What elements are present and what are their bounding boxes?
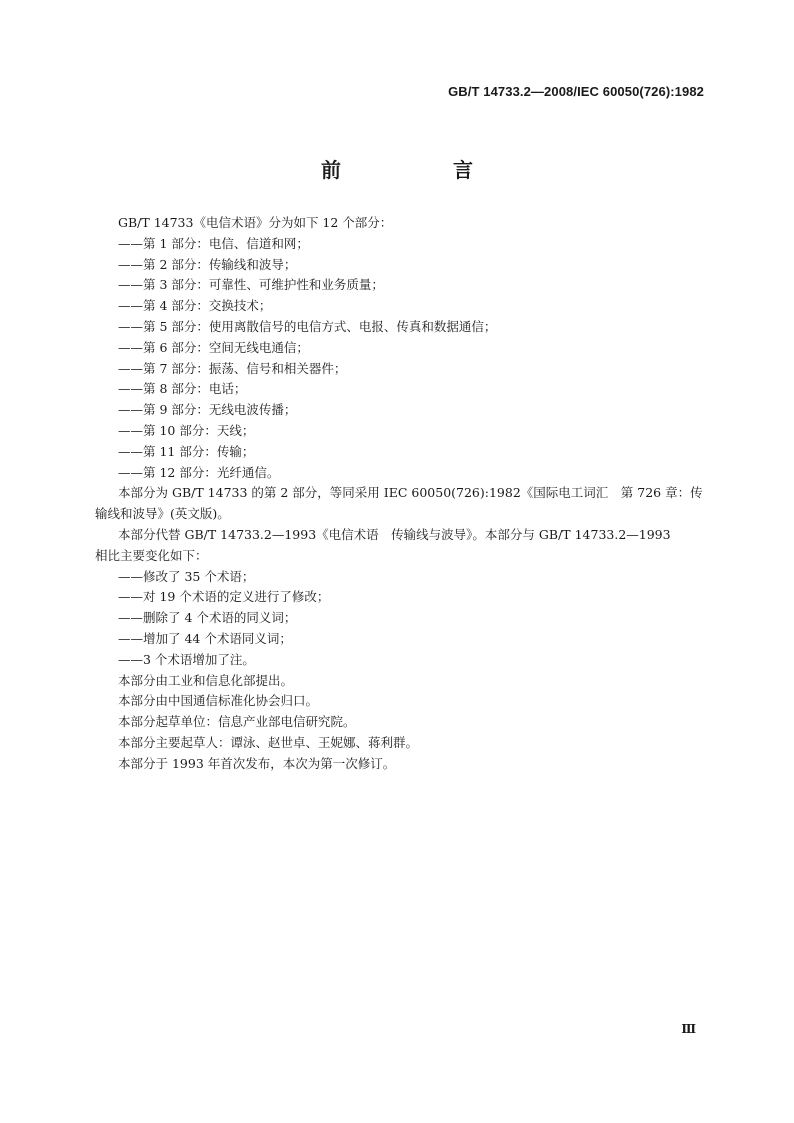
adopt-paragraph-line2: 输线和波导》(英文版)。 <box>95 506 230 522</box>
replace-paragraph-line1: 本部分代替 GB/T 14733.2—1993《电信术语 传输线与波导》。本部分与 GB/T 14733.2—1993 <box>118 526 671 542</box>
list-item: ——增加了 44 个术语同义词； <box>118 630 292 646</box>
list-item: ——第 3 部分：可靠性、可维护性和业务质量； <box>118 277 384 293</box>
adopt-paragraph-line1: 本部分为 GB/T 14733 的第 2 部分，等同采用 IEC 60050(726):1982《国际电工词汇 第 726 章：传 <box>118 485 703 501</box>
intro-line: GB/T 14733《电信术语》分为如下 12 个部分： <box>118 215 393 230</box>
closing-line: 本部分起草单位：信息产业部电信研究院。 <box>118 714 356 730</box>
list-item: ——第 12 部分：光纤通信。 <box>118 464 280 480</box>
list-item: ——第 7 部分：振荡、信号和相关器件； <box>118 360 347 376</box>
list-item: ——修改了 35 个术语； <box>118 568 255 584</box>
closing-line: 本部分主要起草人：谭泳、赵世卓、王妮娜、蒋利群。 <box>118 734 419 750</box>
list-item: ——第 9 部分：无线电波传播； <box>118 402 297 418</box>
list-item: ——第 10 部分：天线； <box>118 422 255 438</box>
closing-line: 本部分由工业和信息化部提出。 <box>118 672 294 688</box>
list-item: ——对 19 个术语的定义进行了修改； <box>118 589 330 605</box>
list-item: ——第 1 部分：电信、信道和网； <box>118 235 309 251</box>
closing-line: 本部分于 1993 年首次发布，本次为第一次修订。 <box>118 755 396 771</box>
list-item: ——第 5 部分：使用离散信号的电信方式、电报、传真和数据通信； <box>118 318 497 334</box>
list-item: ——第 6 部分：空间无线电通信； <box>118 339 309 355</box>
page-title: 前 言 <box>321 158 519 182</box>
replace-paragraph-line2: 相比主要变化如下： <box>95 547 208 563</box>
standard-code: GB/T 14733.2—2008/IEC 60050(726):1982 <box>448 84 704 99</box>
list-item: ——第 2 部分：传输线和波导； <box>118 256 297 272</box>
list-item: ——第 8 部分：电话； <box>118 381 247 397</box>
list-item: ——3 个术语增加了注。 <box>118 651 255 667</box>
page-number: Ⅲ <box>681 1022 696 1036</box>
list-item: ——删除了 4 个术语的同义词； <box>118 610 297 626</box>
foreword-body <box>95 213 706 775</box>
list-item: ——第 11 部分：传输； <box>118 443 255 459</box>
list-item: ——第 4 部分：交换技术； <box>118 298 272 314</box>
closing-line: 本部分由中国通信标准化协会归口。 <box>118 693 319 709</box>
